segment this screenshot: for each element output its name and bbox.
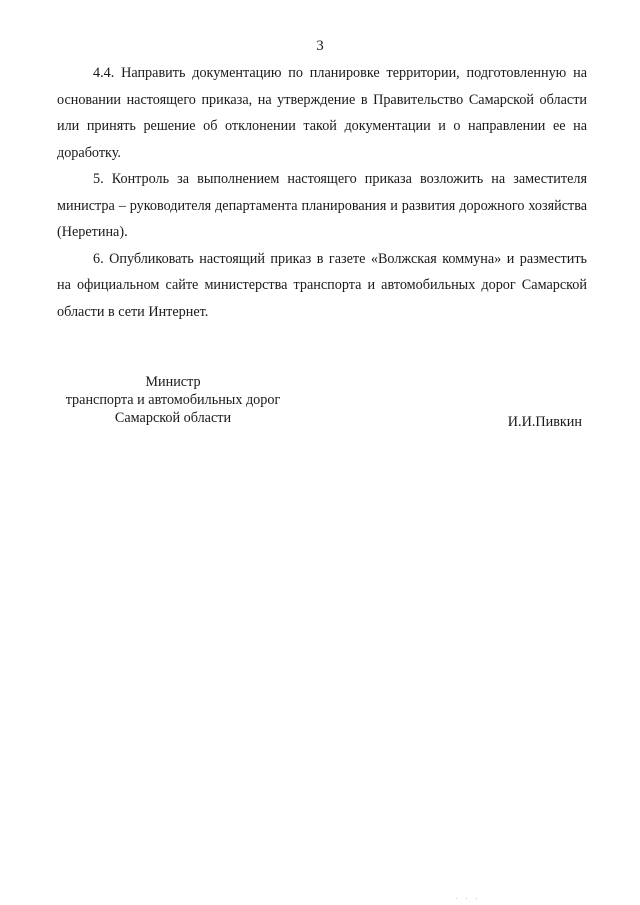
page-number: 3 xyxy=(316,38,324,54)
signature-block xyxy=(57,373,587,443)
paragraph-5: 5. Контроль за выполнением настоящего приказа возложить на заместителя министра – руководителя департамента планирования и развития дорожного хозяйства (Неретина). xyxy=(57,171,587,240)
signatory-name: И.И.Пивкин xyxy=(507,414,582,430)
signatory-title xyxy=(57,373,289,427)
document-body xyxy=(57,60,587,325)
paragraph-6: 6. Опубликовать настоящий приказ в газете «Волжская коммуна» и разместить на официальном сайте министерства транспорта и автомобильных дорог Самарской области в сети Интернет. xyxy=(57,250,587,320)
signatory-title-line-1: Министр xyxy=(145,374,201,390)
scan-artifact: · · · xyxy=(455,895,481,903)
signatory-title-line-2: транспорта и автомобильных дорог xyxy=(65,392,281,408)
signatory-title-line-3: Самарской области xyxy=(114,410,232,426)
paragraph-4-4: 4.4. Направить документацию по планировке территории, подготовленную на основании настоящего приказа, на утверждение в Правительство Самарской области или принять решение об отклонении такой документации и о направлении ее на доработку. xyxy=(57,65,587,161)
